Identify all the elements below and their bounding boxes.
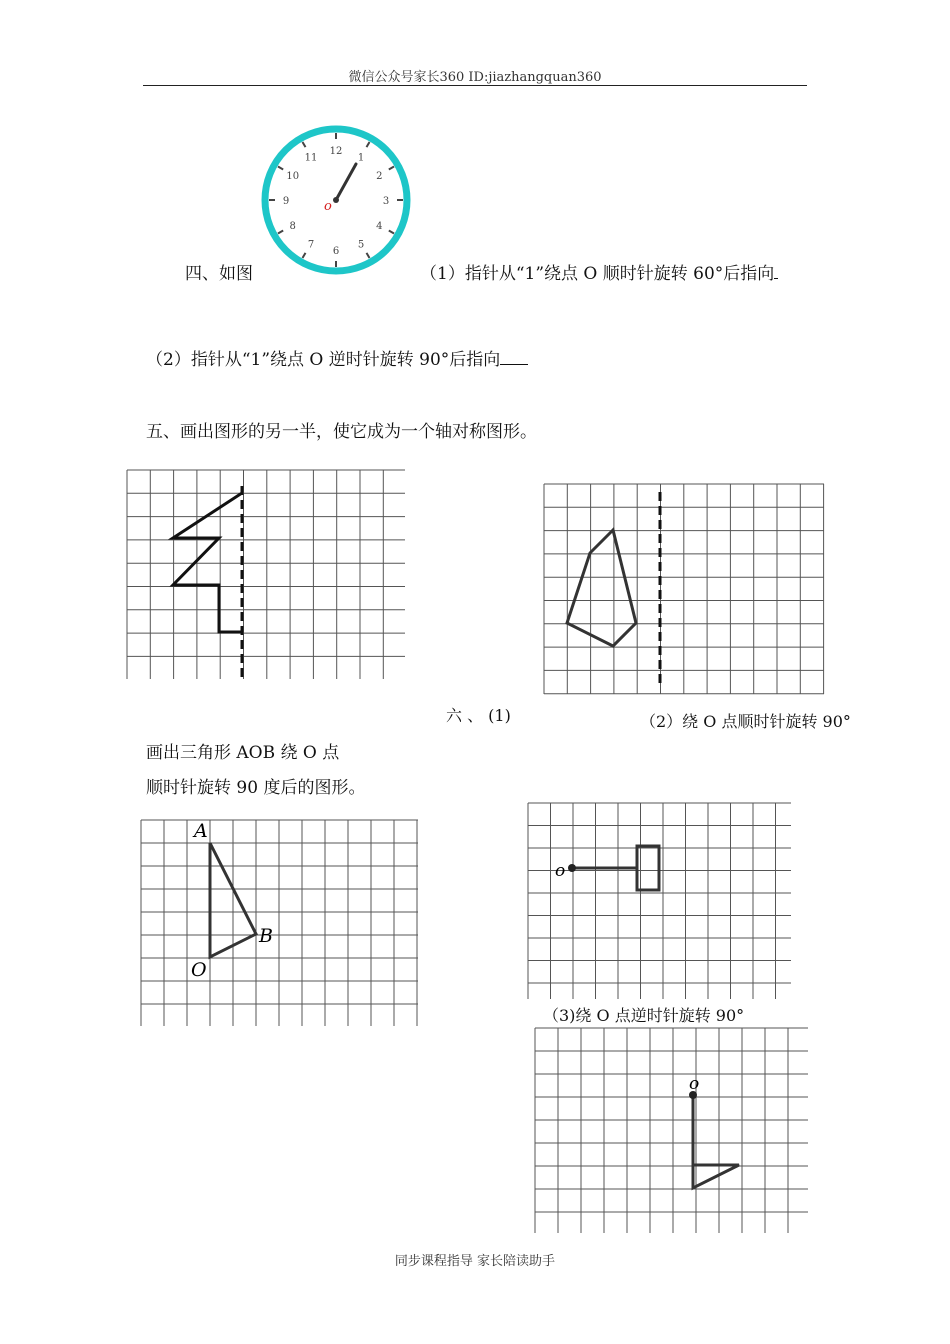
symmetry-grid-right bbox=[541, 482, 827, 695]
label-o: o bbox=[689, 1074, 700, 1094]
half-shape[interactable] bbox=[567, 530, 636, 646]
symmetry-grid-left bbox=[125, 468, 409, 681]
page-header: 微信公众号家长360 ID:jiazhangquan360 bbox=[348, 70, 602, 85]
section4-question1 bbox=[420, 259, 778, 284]
clock-center-label: o bbox=[324, 199, 332, 214]
rotation-grid-3 bbox=[533, 1026, 810, 1234]
section6-question1-line1: 画出三角形 AOB 绕 O 点 bbox=[146, 743, 340, 763]
section6-question2: （2）绕 O 点顺时针旋转 90° bbox=[640, 712, 851, 731]
section5-title: 五、画出图形的另一半，使它成为一个轴对称图形。 bbox=[146, 422, 537, 442]
triangle-shape[interactable] bbox=[693, 1165, 739, 1188]
question2-text: （2）指针从“1”绕点 O 逆时针旋转 90°后指向 bbox=[146, 350, 501, 370]
clock-number: 8 bbox=[289, 221, 296, 232]
clock-figure bbox=[257, 125, 415, 275]
rotation-grid-1 bbox=[140, 818, 422, 1027]
clock-number: 3 bbox=[382, 196, 390, 207]
clock-number: 2 bbox=[376, 171, 383, 182]
clock-number: 7 bbox=[307, 239, 315, 251]
clock-number: 11 bbox=[304, 152, 318, 164]
section6-question3: （3)绕 O 点逆时针旋转 90° bbox=[543, 1006, 745, 1025]
clock-number: 10 bbox=[286, 171, 300, 182]
clock-number: 5 bbox=[357, 239, 365, 251]
page-footer: 同步课程指导 家长陪读助手 bbox=[394, 1254, 556, 1269]
label-b: B bbox=[259, 925, 273, 947]
section6-question1-line2: 顺时针旋转 90 度后的图形。 bbox=[146, 778, 366, 798]
label-o: o bbox=[555, 861, 566, 881]
section4-lead: 四、如图 bbox=[185, 264, 253, 284]
clock-center-dot bbox=[333, 197, 339, 203]
clock-number: 1 bbox=[357, 152, 365, 164]
rotation-grid-2 bbox=[527, 801, 793, 1001]
clock-number: 9 bbox=[282, 196, 290, 207]
grid-lines bbox=[544, 484, 824, 694]
header-rule bbox=[143, 85, 807, 86]
clock-number: 4 bbox=[376, 221, 383, 232]
grid-lines bbox=[127, 470, 405, 679]
section6-title: 六 、 (1) bbox=[446, 706, 511, 725]
clock-number: 12 bbox=[329, 146, 343, 157]
question1-text: （1）指针从“1”绕点 O 顺时针旋转 60°后指向 bbox=[420, 264, 775, 284]
answer-blank-1[interactable] bbox=[774, 264, 778, 279]
point-o bbox=[568, 864, 576, 872]
grid-lines bbox=[141, 820, 418, 1026]
answer-blank-2[interactable] bbox=[500, 350, 528, 365]
clock-number: 6 bbox=[332, 246, 340, 257]
section4-question2 bbox=[146, 345, 528, 370]
grid-lines bbox=[535, 1028, 808, 1233]
grid-lines bbox=[528, 803, 791, 999]
half-shape[interactable] bbox=[173, 493, 242, 632]
label-a: A bbox=[194, 820, 208, 842]
label-o: O bbox=[191, 959, 207, 981]
